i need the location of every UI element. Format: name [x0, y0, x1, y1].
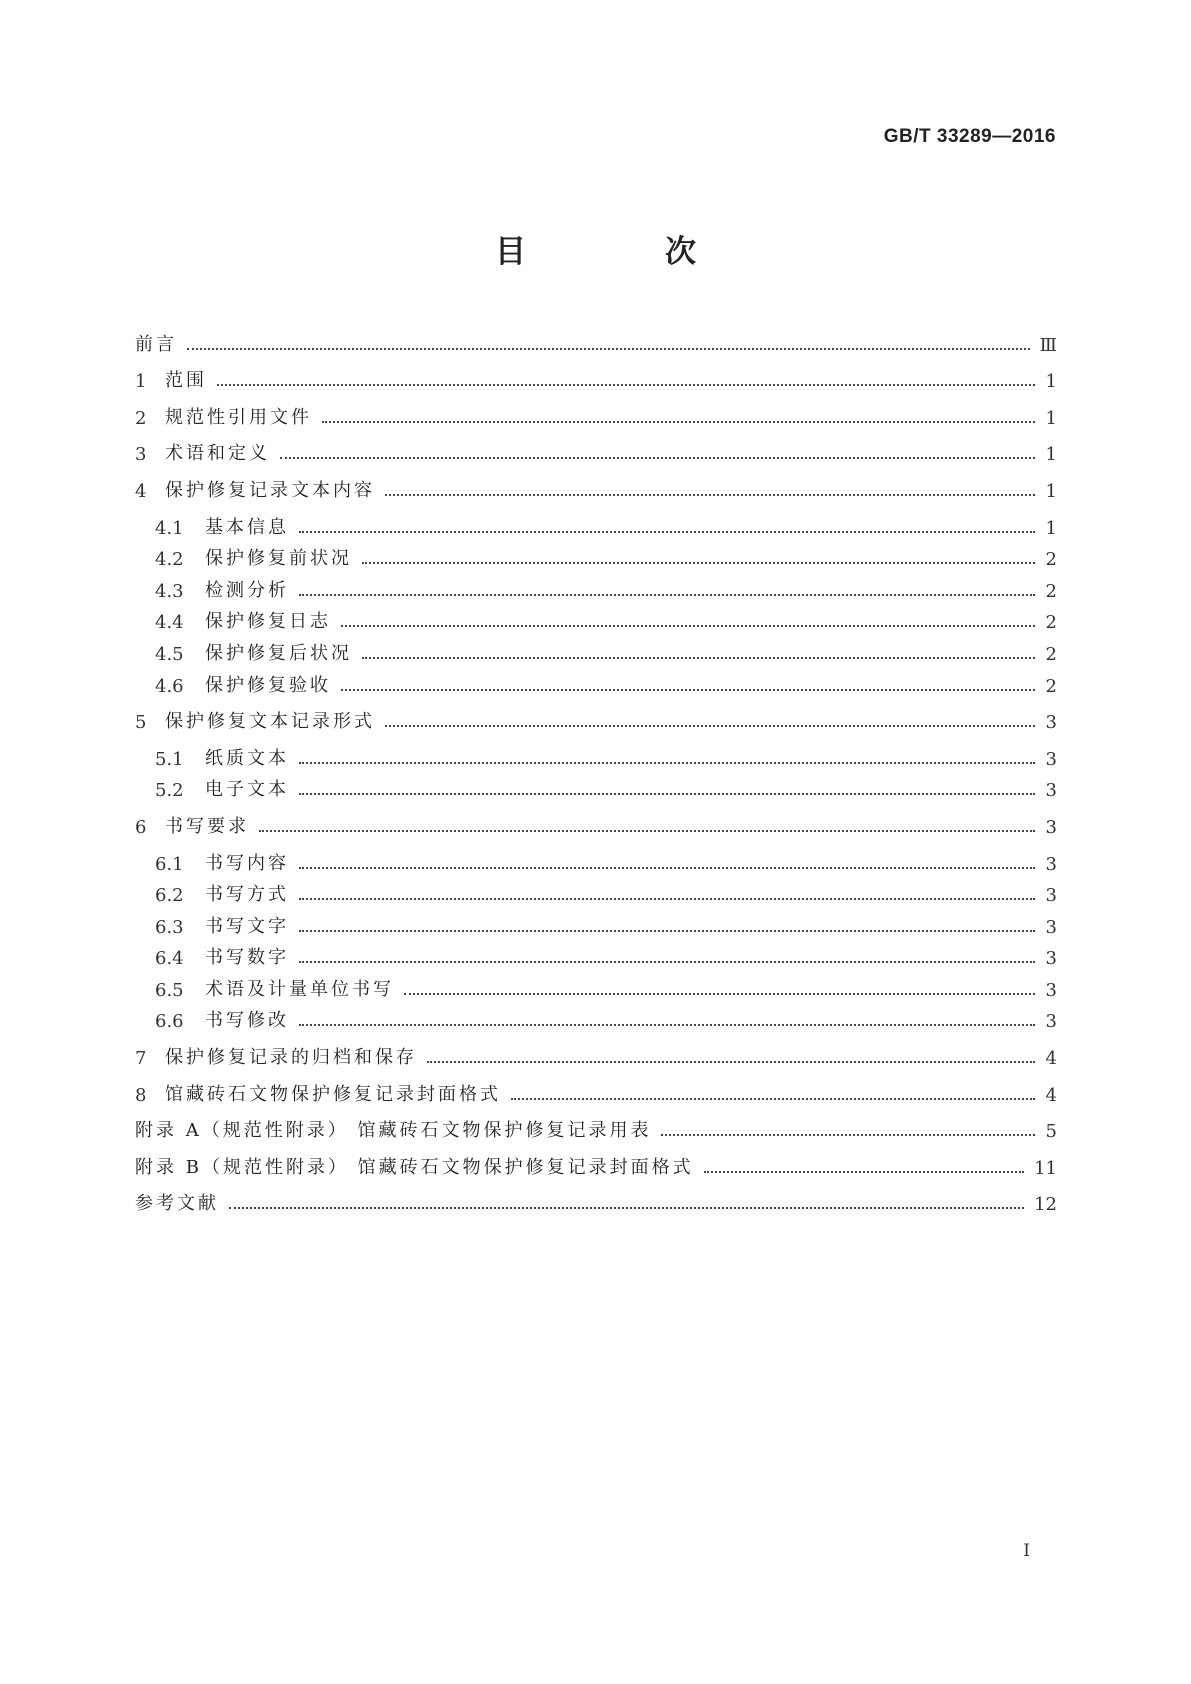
toc-entry[interactable]	[135, 1147, 1057, 1179]
toc-entry-number: 4.4	[155, 612, 184, 634]
toc-entry[interactable]	[135, 470, 1057, 502]
toc-leader-dots	[427, 1060, 1035, 1063]
toc-entry[interactable]	[135, 702, 1057, 734]
toc-entry[interactable]	[135, 906, 1057, 938]
toc-entry-label: 书写修改	[205, 1010, 289, 1032]
toc-entry-number: 6.2	[155, 885, 184, 907]
toc-leader-dots	[299, 866, 1035, 869]
toc-entry-page: 3	[1045, 853, 1057, 875]
toc-entry[interactable]	[135, 397, 1057, 429]
toc-entry-label: 术语及计量单位书写	[205, 978, 394, 1000]
toc-entry[interactable]	[135, 665, 1057, 697]
toc-entry-page: 3	[1045, 1011, 1057, 1033]
toc-entry-label: 参考文献	[135, 1193, 219, 1215]
toc-entry[interactable]	[135, 1037, 1057, 1069]
toc-entry-label: 馆藏砖石文物保护修复记录封面格式	[165, 1083, 501, 1105]
toc-leader-dots	[385, 493, 1035, 496]
toc-entry-page: 3	[1045, 916, 1057, 938]
toc-entry[interactable]	[135, 938, 1057, 970]
toc-entry-number: 2	[135, 407, 147, 429]
toc-leader-dots	[661, 1133, 1035, 1136]
toc-entry-page: 3	[1045, 979, 1057, 1001]
toc-entry-label: 书写文字	[205, 915, 289, 937]
toc-entry-page: 2	[1045, 675, 1057, 697]
toc-entry-label: 电子文本	[205, 779, 289, 801]
toc-leader-dots	[259, 829, 1035, 832]
toc-entry-number: 4.5	[155, 643, 184, 665]
toc-entry-label: 基本信息	[205, 516, 289, 538]
toc-entry[interactable]	[135, 434, 1057, 466]
toc-entry-label: 保护修复记录的归档和保存	[165, 1047, 417, 1069]
toc-entry-number: 4.3	[155, 580, 184, 602]
page-number: I	[1023, 1541, 1030, 1561]
toc-entry-page: 1	[1045, 480, 1057, 502]
toc-entry-number: 4.1	[155, 517, 184, 539]
toc-entry[interactable]	[135, 875, 1057, 907]
toc-entry[interactable]	[135, 539, 1057, 571]
toc-entry-page: 1	[1045, 517, 1057, 539]
toc-entry[interactable]	[135, 602, 1057, 634]
toc-entry-label: 检测分析	[205, 579, 289, 601]
toc-entry[interactable]	[135, 570, 1057, 602]
toc-leader-dots	[341, 688, 1035, 691]
toc-entry-page: 3	[1045, 948, 1057, 970]
toc-leader-dots	[299, 593, 1035, 596]
toc-leader-dots	[299, 929, 1035, 932]
toc-entry[interactable]	[135, 843, 1057, 875]
toc-entry[interactable]	[135, 507, 1057, 539]
toc-leader-dots	[229, 1206, 1024, 1209]
toc-entry-page: 3	[1045, 885, 1057, 907]
toc-entry[interactable]	[135, 770, 1057, 802]
toc-leader-dots	[299, 960, 1035, 963]
toc-entry-label: 书写数字	[205, 947, 289, 969]
toc-entry-label: 书写内容	[205, 852, 289, 874]
toc-leader-dots	[299, 530, 1035, 533]
toc-entry-label: 保护修复记录文本内容	[165, 479, 375, 501]
toc-entry-page: 5	[1045, 1121, 1057, 1143]
toc-entry-label: 书写方式	[205, 884, 289, 906]
toc-entry-number: 6.6	[155, 1011, 184, 1033]
toc-entry[interactable]	[135, 633, 1057, 665]
toc-entry-label: 保护修复前状况	[205, 548, 352, 570]
toc-entry[interactable]	[135, 1111, 1057, 1143]
toc-entry-page: 3	[1045, 712, 1057, 734]
toc-entry-page: 4	[1045, 1048, 1057, 1070]
toc-entry[interactable]	[135, 806, 1057, 838]
toc-entry-label: 附录 B（规范性附录） 馆藏砖石文物保护修复记录封面格式	[135, 1156, 694, 1178]
toc-entry-page: Ⅲ	[1039, 334, 1057, 356]
toc-entry-label: 规范性引用文件	[165, 406, 312, 428]
toc-leader-dots	[511, 1097, 1035, 1100]
standard-number: GB/T 33289—2016	[883, 126, 1056, 147]
toc-entry-page: 1	[1045, 371, 1057, 393]
toc-entry-page: 2	[1045, 580, 1057, 602]
toc-entry-number: 6.1	[155, 853, 184, 875]
toc-entry-number: 3	[135, 444, 147, 466]
toc-entry-number: 5.1	[155, 748, 184, 770]
toc-entry-page: 3	[1045, 748, 1057, 770]
toc-leader-dots	[362, 561, 1035, 564]
toc-leader-dots	[362, 656, 1035, 659]
toc-entry-label: 书写要求	[165, 815, 249, 837]
toc-entry-page: 1	[1045, 407, 1057, 429]
toc-list	[135, 324, 1057, 1215]
toc-title: 目 次	[495, 234, 750, 270]
toc-leader-dots	[404, 992, 1035, 995]
toc-entry-label: 纸质文本	[205, 747, 289, 769]
toc-entry-label: 前言	[135, 333, 177, 355]
toc-entry-number: 6.3	[155, 916, 184, 938]
toc-entry-number: 4	[135, 480, 147, 502]
toc-entry[interactable]	[135, 738, 1057, 770]
toc-entry-number: 7	[135, 1048, 147, 1070]
toc-leader-dots	[341, 624, 1035, 627]
toc-entry-number: 6	[135, 816, 147, 838]
toc-leader-dots	[704, 1170, 1024, 1173]
toc-entry-page: 1	[1045, 444, 1057, 466]
toc-entry[interactable]	[135, 1184, 1057, 1216]
toc-entry-page: 12	[1034, 1194, 1057, 1216]
toc-leader-dots	[299, 792, 1035, 795]
toc-entry-label: 保护修复验收	[205, 674, 331, 696]
toc-leader-dots	[187, 347, 1030, 350]
toc-entry-number: 6.5	[155, 979, 184, 1001]
toc-entry-label: 术语和定义	[165, 443, 270, 465]
toc-entry[interactable]	[135, 1001, 1057, 1033]
toc-entry-label: 保护修复文本记录形式	[165, 711, 375, 733]
toc-entry-page: 3	[1045, 780, 1057, 802]
toc-entry-number: 4.2	[155, 549, 184, 571]
toc-entry[interactable]	[135, 324, 1057, 356]
toc-entry[interactable]	[135, 361, 1057, 393]
toc-leader-dots	[217, 383, 1035, 386]
toc-leader-dots	[280, 456, 1035, 459]
toc-entry-page: 2	[1045, 612, 1057, 634]
toc-leader-dots	[299, 1023, 1035, 1026]
toc-entry-label: 附录 A（规范性附录） 馆藏砖石文物保护修复记录用表	[135, 1120, 652, 1142]
toc-entry-page: 11	[1034, 1157, 1057, 1179]
toc-leader-dots	[385, 724, 1035, 727]
toc-leader-dots	[322, 420, 1035, 423]
toc-entry[interactable]	[135, 969, 1057, 1001]
toc-entry-page: 2	[1045, 643, 1057, 665]
toc-entry-number: 5.2	[155, 780, 184, 802]
toc-entry-number: 1	[135, 371, 147, 393]
toc-entry-number: 4.6	[155, 675, 184, 697]
toc-entry-page: 4	[1045, 1084, 1057, 1106]
toc-leader-dots	[299, 897, 1035, 900]
toc-entry-number: 8	[135, 1084, 147, 1106]
toc-entry-page: 2	[1045, 549, 1057, 571]
toc-leader-dots	[299, 761, 1035, 764]
toc-entry-number: 5	[135, 712, 147, 734]
toc-entry-label: 保护修复后状况	[205, 642, 352, 664]
toc-entry-page: 3	[1045, 816, 1057, 838]
toc-entry-number: 6.4	[155, 948, 184, 970]
toc-entry-label: 范围	[165, 370, 207, 392]
toc-entry-label: 保护修复日志	[205, 611, 331, 633]
toc-entry[interactable]	[135, 1074, 1057, 1106]
